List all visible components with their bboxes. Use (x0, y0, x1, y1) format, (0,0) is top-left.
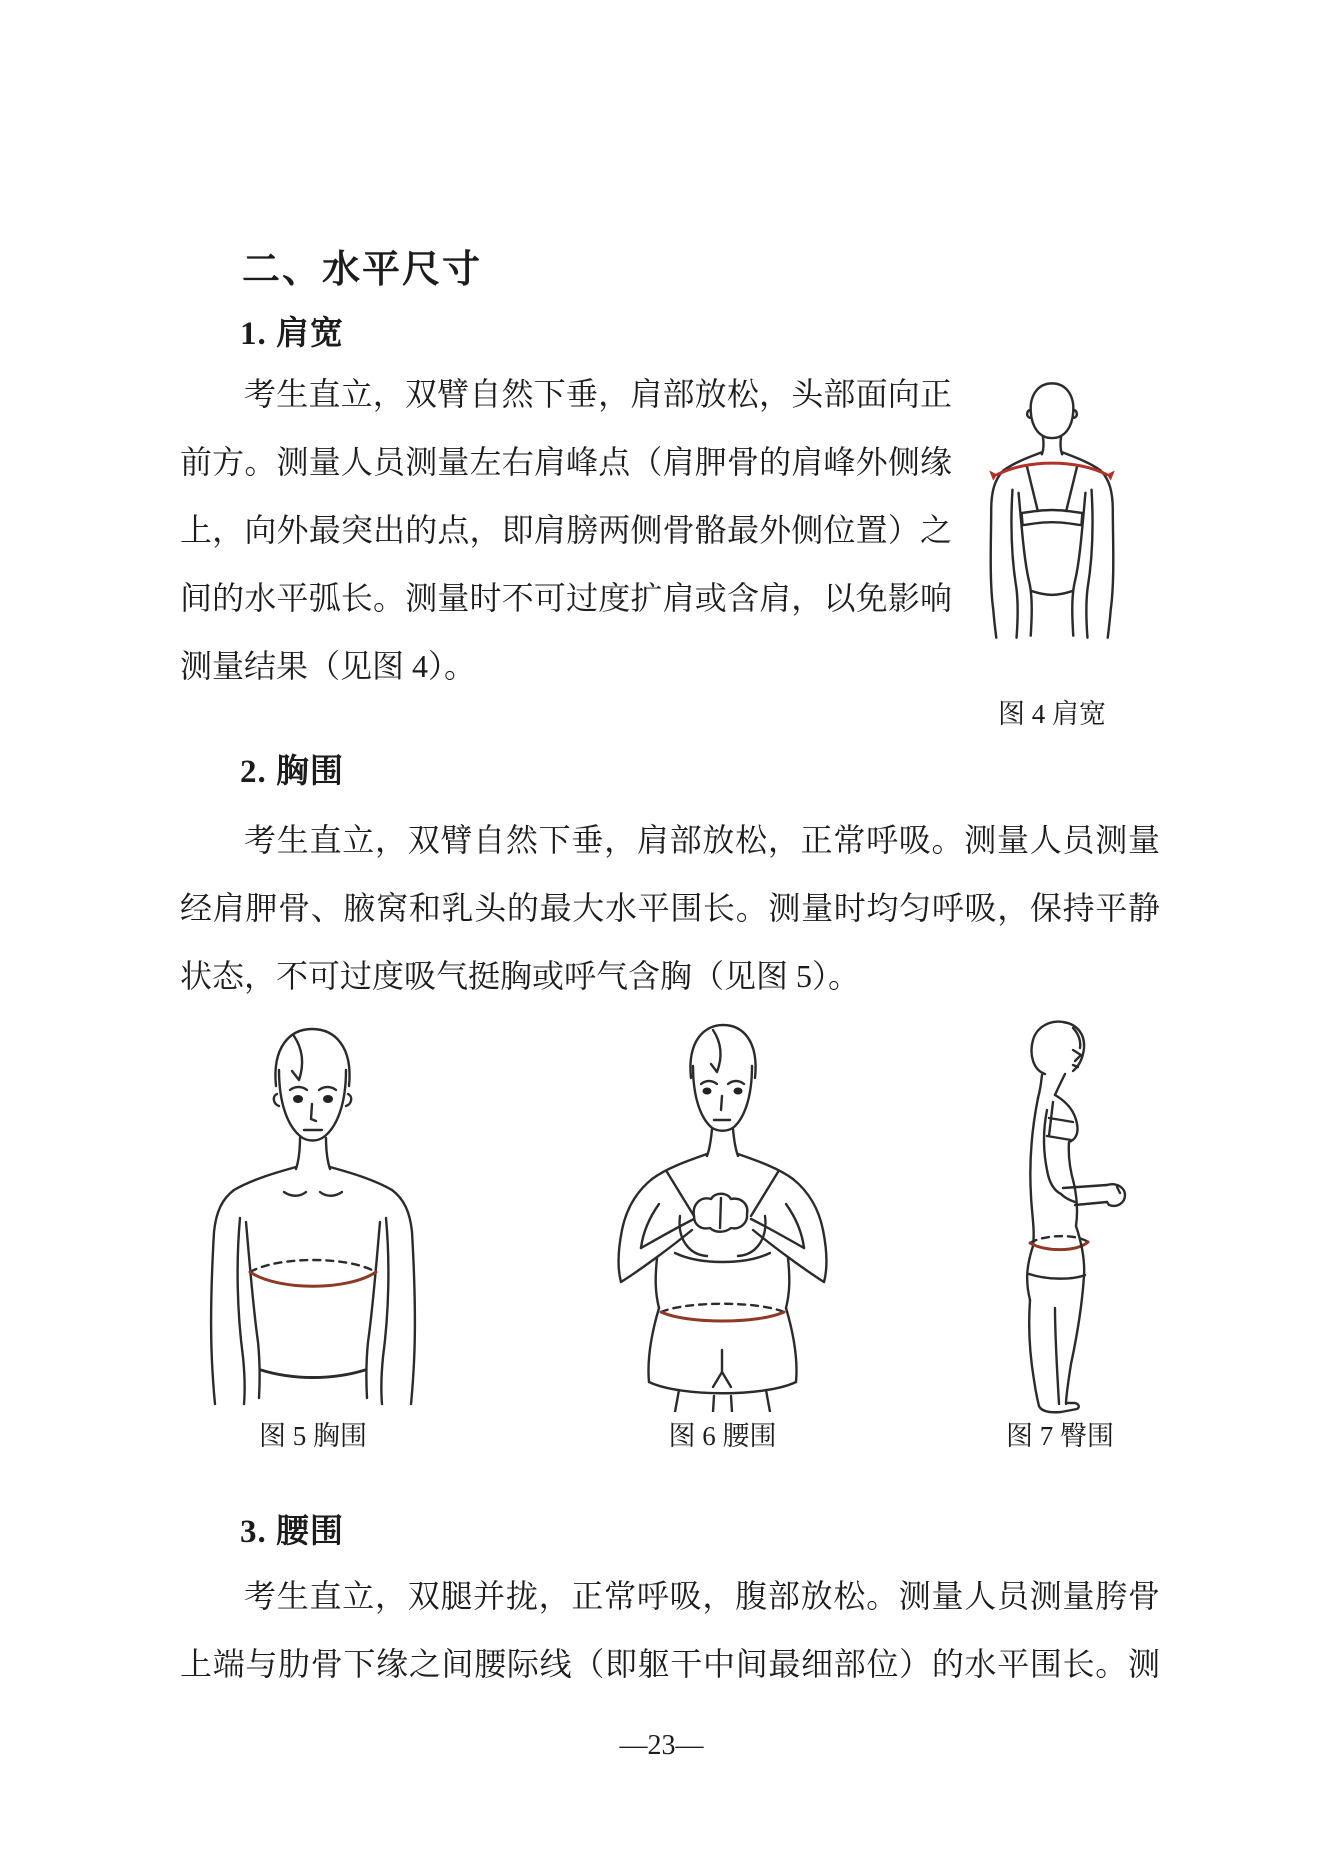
figure-left-arm (211, 1190, 234, 1404)
figure-torso-right (366, 1222, 380, 1398)
hip-measure-line (1030, 1242, 1088, 1250)
figure6-caption: 图 6 腰围 (668, 1421, 777, 1451)
figure-right-upper-arm (793, 1179, 827, 1282)
paragraph-waist-circumference (180, 1562, 1160, 1698)
figure-left-eye (293, 1095, 303, 1103)
figure-hip-illustration (985, 1018, 1135, 1415)
figure-head (1031, 383, 1074, 438)
waist-measure-line-dashed (661, 1304, 784, 1312)
figure-right-armpit (786, 1204, 804, 1248)
figure5-caption: 图 5 胸围 (259, 1421, 367, 1451)
figure-back-line (1027, 1098, 1038, 1300)
figure-nose-mouth (714, 1096, 730, 1120)
figure-forearm (1063, 1185, 1107, 1205)
figure-fists (694, 1194, 748, 1232)
waist-measure-line (661, 1312, 784, 1321)
figure-right-inner-arm (381, 1218, 388, 1404)
figure-right-arm (392, 1190, 415, 1404)
figure-neck (296, 1138, 330, 1169)
figure-right-eye (734, 1088, 743, 1095)
heading-waist-circumference: 3. 腰围 (240, 1514, 344, 1550)
figure-waist-illustration (595, 1020, 850, 1412)
figure-bra-cups (675, 1216, 770, 1262)
text-line: 经肩胛骨、腋窝和乳头的最大水平围长。测量时均匀呼吸，保持平静 (180, 890, 1160, 926)
figure-left-inner-arm (238, 1218, 245, 1404)
text-line: 考生直立，双腿并拢，正常呼吸，腹部放松。测量人员测量胯骨 (244, 1578, 1160, 1614)
figure-hair-fringe (711, 1030, 720, 1072)
figure-shoulders (234, 1167, 392, 1190)
figure-shoulder-width-illustration (976, 376, 1128, 642)
figure-front-hip (1076, 1226, 1084, 1276)
paragraph-chest-circumference (180, 806, 1160, 1010)
figure-bra-band (1022, 510, 1083, 525)
figure4-caption: 图 4 肩宽 (998, 699, 1106, 729)
figure-left-inner-arm (1012, 490, 1018, 638)
figure-right-forearm (751, 1219, 824, 1282)
figure-torso-sides (656, 1258, 790, 1308)
paragraph-shoulder-width (180, 360, 952, 700)
page-title: 二、水平尺寸 (242, 249, 483, 291)
figure-front-torso (1055, 1095, 1078, 1226)
figure-left-armpit (641, 1204, 659, 1248)
figure-briefs-line (1029, 1274, 1085, 1279)
figure-shoulders (652, 1154, 793, 1179)
figure-ears (1027, 410, 1077, 418)
figure-waistband (261, 1370, 365, 1378)
figure-neck (1038, 1074, 1065, 1098)
figure-crotch-line (713, 1350, 731, 1387)
figure7-caption: 图 7 臀围 (1006, 1421, 1114, 1451)
figure-left-upper-arm (618, 1179, 652, 1282)
figure-bra-straps (1027, 465, 1078, 511)
text-line: 考生直立，双臂自然下垂，肩部放松，正常呼吸。测量人员测量 (244, 822, 1160, 858)
figure-briefs-hem (649, 1382, 796, 1393)
heading-shoulder-width: 1. 肩宽 (240, 316, 344, 352)
chest-measure-line (250, 1272, 376, 1286)
page-number: —23— (619, 1730, 704, 1761)
text-line: 间的水平弧长。测量时不可过度扩肩或含肩，以免影响 (180, 580, 952, 616)
figure-left-arm (991, 470, 1004, 637)
text-line: 状态，不可过度吸气挺胸或呼气含胸（见图 5）。 (180, 958, 861, 994)
figure-nose (311, 1104, 316, 1121)
figure-back-leg (1029, 1300, 1039, 1406)
figure-right-inner-arm (1086, 490, 1092, 638)
figure-chest-illustration (198, 1022, 428, 1407)
figure-eyebrows (290, 1087, 336, 1090)
figure-hair (690, 1025, 755, 1078)
figure-right-eye (323, 1095, 333, 1103)
figure-neck (707, 1129, 738, 1156)
figure-left-forearm (621, 1219, 694, 1282)
figure-hair-fringe (292, 1036, 302, 1080)
chest-measure-line-dashed (250, 1260, 376, 1272)
heading-chest-circumference: 2. 胸围 (240, 754, 344, 790)
text-line: 上端与肋骨下缘之间腰际线（即躯干中间最细部位）的水平围长。测 (180, 1646, 1160, 1682)
figure-right-arm (1101, 470, 1114, 637)
figure-front-leg (1066, 1276, 1084, 1404)
text-line: 上，向外最突出的点，即肩膀两侧骨骼最外侧位置）之 (180, 512, 952, 548)
text-line: 考生直立，双臂自然下垂，肩部放松，头部面向正 (244, 376, 952, 412)
figure-left-eye (703, 1088, 712, 1095)
text-line: 前方。测量人员测量左右肩峰点（肩胛骨的肩峰外侧缘 (180, 444, 952, 480)
figure-hair (275, 1029, 349, 1086)
figure-clavicles (284, 1192, 342, 1196)
figure-eyebrows (701, 1081, 744, 1084)
text-line: 测量结果（见图 4）。 (180, 648, 477, 684)
figure-inner-leg-line (1055, 1308, 1059, 1404)
figure-torso-left (246, 1222, 260, 1398)
figure-fist (1107, 1184, 1125, 1206)
figure-waist-line (1032, 591, 1073, 595)
